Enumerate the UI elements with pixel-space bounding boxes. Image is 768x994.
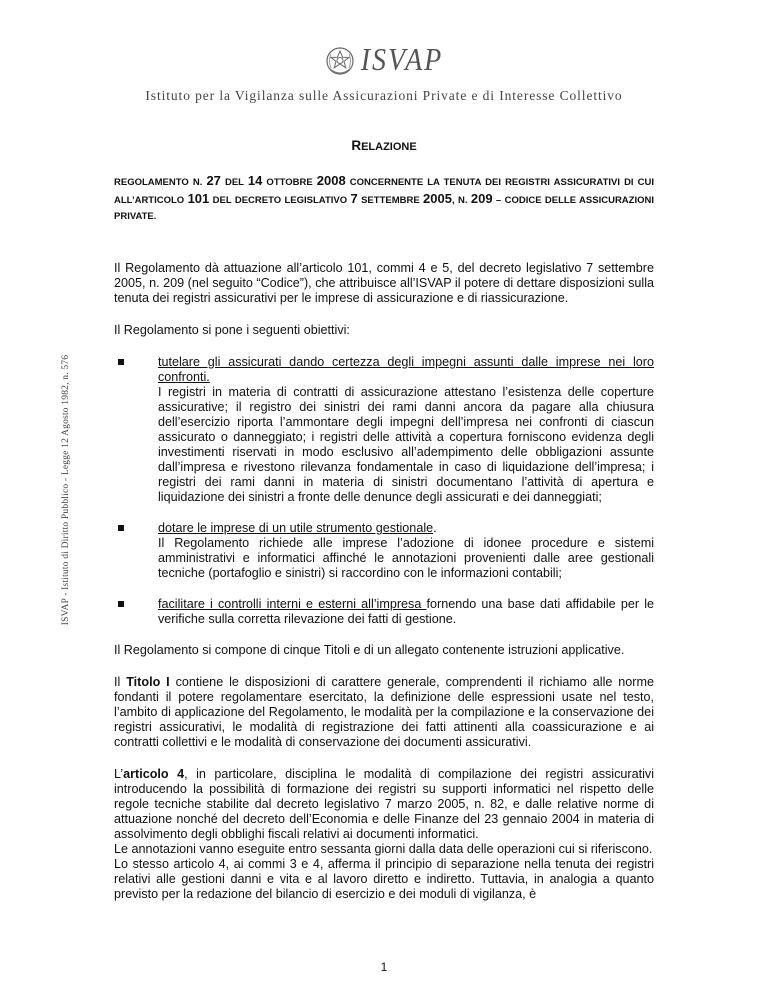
titolo-label: Titolo I (126, 675, 170, 689)
subject-number: 27 (206, 173, 221, 188)
section-title (114, 138, 654, 155)
objective-heading-trail: . (433, 521, 437, 535)
text-run: , in particolare, disciplina le modalità di compilazione dei registri assicurativi introducendo la possibilità di formazione dei registri su supporti informatici nel rispetto delle regole tecniche stabilite dal decreto legislativo 7 marzo 2005, n. 82, e dalle relative norme di attuazione nonché del decreto dell’Economia e delle Finanze del 23 gennaio 2004 in materia di assolvimento degli obblighi fiscali relativi ai documenti informatici. (114, 767, 654, 841)
subject-part: – CODICE DELLE ASSICURAZIONI PRIVATE. (114, 195, 655, 222)
titolo-paragraph (114, 675, 654, 750)
objective-item (114, 597, 654, 627)
text-run: contiene le disposizioni di carattere generale, comprendenti il richiamo alle norme fondanti il potere regolamentare esercitato, la definizione delle espressioni usate nel testo, l’ambito di applicazione del Regolamento, le modalità per la compilazione e la conservazione dei registri assicurativi, le modalità di registrazione dei fatti attinenti alla coassicurazione e ai contratti collettivi e le modalità di conservazione dei documenti assicurativi. (114, 675, 654, 749)
objective-heading: tutelare gli assicurati dando certezza degli impegni assunti dalle imprese nei loro confronti. (158, 355, 654, 384)
bullet-icon (118, 359, 124, 365)
objective-body: I registri in materia di contratti di assicurazione attestano l’esistenza delle coperture assicurative; il registro dei sinistri dei rami danni ancora da pagare alla chiusura dell’esercizio riporta l’ammontare degli impegni dell’impresa nei confronti di ciascun assicurato o danneggiato; i registri delle attività a copertura forniscono evidenza degli investimenti riservati in modo esclusivo all’adempimento delle obbligazioni assunte dall’impresa e rivestono rilevanza fondamentale in caso di liquidazione dell’impresa; i registri dei rami danni in materia di sinistri documentano l’attività di apertura e liquidazione dei sinistri a fronte delle denunce degli assicurati e dei danneggiati; (158, 385, 654, 504)
subject-number: 209 (470, 191, 493, 206)
title-rest: ELAZIONE (361, 141, 417, 153)
subject-part: CONCERNENTE LA TENUTA DEI REGISTRI ASSICURATIVI DI CUI ALL’ARTICOLO (114, 177, 655, 206)
legal-note-text: ISVAP - Istituto di Diritto Pubblico - Legge 12 Agosto 1982, n. 576 (61, 354, 71, 626)
italian-republic-emblem-icon (325, 44, 355, 78)
article4-intro (114, 767, 654, 842)
objectives-lead: Il Regolamento si pone i seguenti obiettivi: (114, 323, 350, 337)
bullet-icon (118, 601, 124, 607)
objective-item (114, 521, 654, 581)
intro-paragraph: Il Regolamento dà attuazione all’articolo 101, commi 4 e 5, del decreto legislativo 7 settembre 2005, n. 209 (nel seguito “Codice”), che attribuisce all’ISVAP il potere di dettare disposizioni sulla tenuta dei registri assicurativi per le imprese di assicurazione e di riassicurazione. (114, 261, 654, 305)
objective-body: Il Regolamento richiede alle imprese l’adozione di idonee procedure e sistemi amministrativi e informatici affinché le annotazioni provenienti dalle aree gestionali tecniche (portafoglio e sinistri) si raccordino con le informazioni contabili; (158, 536, 654, 580)
subject-number: 14 (247, 173, 263, 188)
subject-number: 2005 (423, 191, 452, 206)
subject-number: 7 (350, 191, 358, 206)
objective-text (158, 355, 654, 385)
composition-paragraph: Il Regolamento si compone di cinque Titoli e di un allegato contenente istruzioni applicative. (114, 643, 625, 657)
brand-name: ISVAP (360, 42, 444, 79)
subject-part: SETTEMBRE (357, 195, 424, 206)
subject-part: , N. (451, 195, 471, 206)
subject-number: 101 (187, 191, 210, 206)
subject-part: DEL DECRETO LEGISLATIVO (209, 195, 351, 206)
article-label: articolo 4 (123, 767, 185, 781)
objective-heading-trail: fornendo una base dati affidabile per le verifiche sulla corretta rilevazione dei fatti di gestione. (158, 597, 655, 626)
regulation-subject (114, 173, 654, 225)
subject-part: DEL (220, 177, 248, 188)
objective-item (114, 355, 654, 505)
objective-heading: dotare le imprese di un utile strumento gestionale (158, 521, 434, 535)
page-number: 1 (380, 960, 388, 974)
objectives-list (114, 355, 654, 627)
subject-part: REGOLAMENTO N. (114, 177, 207, 188)
logo (0, 44, 768, 78)
tagline: Istituto per la Vigilanza sulle Assicurazioni Private e di Interesse Collettivo (145, 88, 623, 103)
title-initial: R (351, 138, 362, 153)
objective-text (158, 521, 654, 536)
objective-heading: facilitare i controlli interni e esterni all’impresa (158, 597, 427, 611)
article4-line: Le annotazioni vanno eseguite entro sessanta giorni dalla data delle operazioni cui si riferiscono. (114, 842, 653, 856)
article4-line: Lo stesso articolo 4, ai commi 3 e 4, afferma il principio di separazione nella tenuta dei registri relativi alle gestioni danni e vita e al lavoro diretto e indiretto. Tuttavia, in analogia a quanto previsto per la redazione del bilancio di esercizio e dei moduli di vigilanza, è (114, 857, 654, 901)
text-run: L’ (114, 767, 124, 781)
letterhead (0, 44, 768, 104)
objective-text (158, 597, 654, 627)
article4-paragraph (114, 767, 654, 902)
bullet-icon (118, 525, 124, 531)
text-run: Il (114, 675, 127, 689)
subject-part: OTTOBRE (262, 177, 317, 188)
subject-number: 2008 (316, 173, 346, 188)
document-body (114, 138, 654, 902)
